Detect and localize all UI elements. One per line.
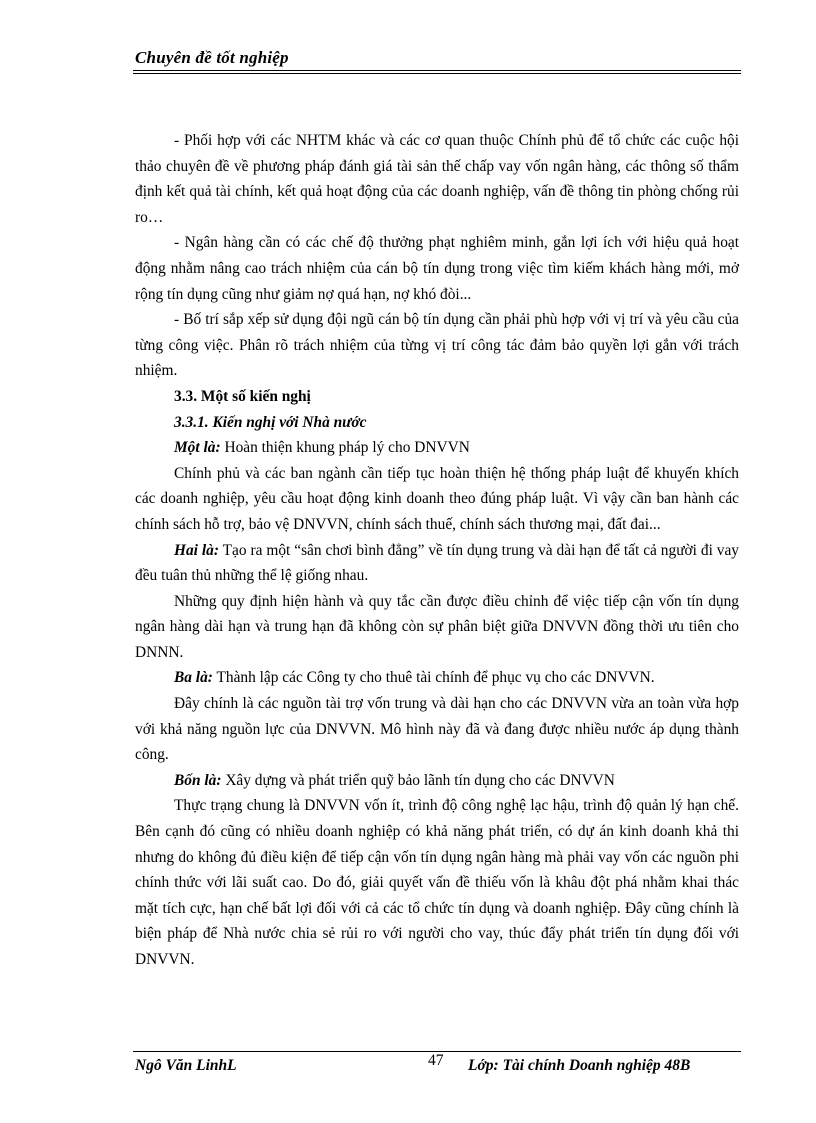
paragraph [135, 435, 739, 461]
item-text: Tạo ra một “sân chơi bình đẳng” về tín dụng trung và dài hạn để tất cả người đi vay đều tuân thủ những thể lệ giống nhau. [135, 541, 739, 585]
paragraph [135, 665, 739, 691]
paragraph [135, 768, 739, 794]
header-rule [133, 70, 741, 71]
item-label: Một là: [174, 439, 221, 457]
footer-class: Lớp: Tài chính Doanh nghiệp 48B [468, 1057, 691, 1074]
paragraph: - Bố trí sắp xếp sử dụng đội ngũ cán bộ tín dụng cần phải phù hợp với vị trí và yêu cầu của từng công việc. Phân rõ trách nhiệm của từng vị trí công tác đảm bảo quyền lợi gắn với trách nhiệm. [135, 311, 739, 380]
item-label: Bốn là: [174, 771, 222, 789]
subsection-heading: 3.3.1. Kiến nghị với Nhà nước [174, 413, 367, 431]
paragraph: Đây chính là các nguồn tài trợ vốn trung và dài hạn cho các DNVVN vừa an toàn vừa hợp với khả năng nguồn lực của DNVVN. Mô hình này đã và đang được nhiều nước áp dụng thành công. [135, 695, 739, 764]
paragraph: - Phối hợp với các NHTM khác và các cơ quan thuộc Chính phủ để tổ chức các cuộc hội thảo chuyên đề về phương pháp đánh giá tài sản thế chấp vay vốn ngân hàng, các thông số thẩm định kết quả tài chính, kết quả hoạt động của các doanh nghiệp, vấn đề thông tin phòng chống rủi ro… [135, 132, 739, 226]
paragraph: - Ngân hàng cần có các chế độ thưởng phạt nghiêm minh, gắn lợi ích với hiệu quả hoạt động nhằm nâng cao trách nhiệm của cán bộ tín dụng trong việc tìm kiếm khách hàng mới, mở rộng tín dụng cũng như giảm nợ quá hạn, nợ khó đòi... [135, 234, 739, 303]
paragraph: Chính phủ và các ban ngành cần tiếp tục hoàn thiện hệ thống pháp luật để khuyến khích các doanh nghiệp, yêu cầu hoạt động kinh doanh theo đúng pháp luật. Vì vậy cần ban hành các chính sách hỗ trợ, bảo vệ DNVVN, chính sách thuế, chính sách thương mại, đất đai... [135, 464, 739, 533]
item-text: Hoàn thiện khung pháp lý cho DNVVN [220, 439, 470, 457]
section-heading: 3.3. Một số kiến nghị [174, 387, 311, 405]
header-title: Chuyên đề tốt nghiệp [135, 48, 289, 67]
document-body [135, 128, 739, 973]
footer-author: Ngô Văn LinhL [135, 1057, 237, 1074]
item-label: Ba là: [174, 669, 213, 687]
item-text: Thành lập các Công ty cho thuê tài chính để phục vụ cho các DNVVN. [212, 669, 655, 687]
header-rule-thin [133, 73, 741, 74]
page-number: 47 [428, 1052, 444, 1069]
item-text: Xây dựng và phát triển quỹ bảo lãnh tín dụng cho các DNVVN [221, 771, 615, 789]
paragraph: Thực trạng chung là DNVVN vốn ít, trình độ công nghệ lạc hậu, trình độ quản lý hạn chế. Bên cạnh đó cũng có nhiều doanh nghiệp có khả năng phát triển, có dự án kinh doanh khả thi nhưng do không đủ điều kiện để tiếp cận vốn tín dụng ngân hàng mà phải vay vốn các nguồn phi chính thức với lãi suất cao. Do đó, giải quyết vấn đề thiếu vốn là khâu đột phá nhằm khai thác mặt tích cực, hạn chế bất lợi đối với cả các tổ chức tín dụng và doanh nghiệp. Đây cũng chính là biện pháp để Nhà nước chia sẻ rủi ro với người cho vay, thúc đẩy phát triển tín dụng đối với DNVVN. [135, 797, 739, 968]
item-label: Hai là: [174, 541, 219, 559]
paragraph [135, 538, 739, 589]
paragraph: Những quy định hiện hành và quy tắc cần được điều chỉnh để việc tiếp cận vốn tín dụng ngân hàng dài hạn và trung hạn đã không còn sự phân biệt giữa DNVVN đồng thời ưu tiên cho DNNN. [135, 592, 739, 661]
